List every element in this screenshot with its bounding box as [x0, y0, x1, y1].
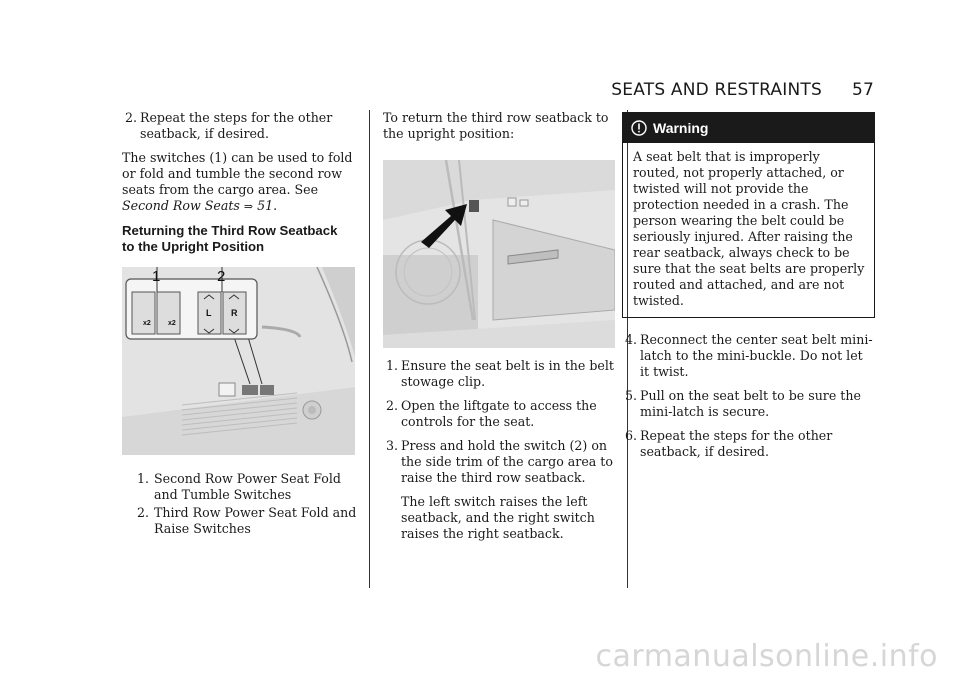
list-item: 3. Press and hold the switch (2) on the side trim of the cargo area to raise the third row seatback. The left switch raises the left seatback, and the right switch raises the right seatback.	[383, 438, 615, 542]
cargo-illustration	[383, 160, 615, 348]
step-list	[383, 358, 615, 542]
second-row-seats-link[interactable]: Second Row Seats	[122, 198, 240, 213]
callout-1: 1	[152, 268, 161, 285]
step-note: The left switch raises the left seatback, and the right switch raises the right seatback.	[401, 494, 595, 541]
intro-paragraph: To return the third row seatback to the upright position:	[383, 110, 609, 141]
watermark: carmanualsonline.info	[595, 639, 938, 674]
switch-illustration	[122, 267, 355, 455]
list-item: 1. Ensure the seat belt is in the belt stowage clip.	[386, 358, 614, 389]
page-reference-icon: ⇒	[243, 200, 254, 213]
list-item: 1. Second Row Power Seat Fold and Tumble Switches	[137, 471, 341, 502]
right-switch-label: R	[231, 308, 238, 318]
left-switch-label: L	[206, 308, 212, 318]
x2-label: x2	[168, 320, 176, 327]
warning-icon	[631, 120, 647, 136]
caption-list	[122, 471, 357, 537]
column-divider	[369, 110, 370, 588]
section-title: SEATS AND RESTRAINTS	[611, 80, 822, 100]
column-3	[622, 110, 875, 468]
list-item: 2. Third Row Power Seat Fold and Raise Switches	[137, 505, 357, 536]
seat-switch-figure	[383, 160, 615, 348]
warning-box	[622, 112, 875, 318]
switch-location-figure	[122, 267, 355, 455]
page-reference-number[interactable]: 51	[257, 198, 274, 213]
warning-body	[623, 143, 874, 317]
list-item: 4. Reconnect the center seat belt mini-latch to the mini-buckle. Do not let it twist.	[625, 332, 873, 379]
x2-label: x2	[143, 320, 151, 327]
switches-paragraph: The switches (1) can be used to fold or fold and tumble the second row seats from the cargo area. See Second Row Seats ⇒ 51.	[122, 150, 353, 213]
list-item: 5. Pull on the seat belt to be sure the mini-latch is secure.	[625, 388, 861, 419]
step-list-final	[622, 332, 875, 460]
page-header	[611, 80, 874, 100]
section-heading: Returning the Third Row Seatback to the Upright Position	[122, 223, 338, 254]
warning-title: Warning	[653, 120, 709, 136]
warning-header	[623, 113, 874, 143]
column-1	[122, 110, 357, 545]
column-2	[383, 110, 615, 550]
step-list-continued	[122, 110, 357, 142]
page-number: 57	[851, 80, 874, 100]
list-item: 2. Repeat the steps for the other seatback, if desired.	[125, 110, 333, 141]
list-item: 2. Open the liftgate to access the controls for the seat.	[386, 398, 597, 429]
callout-2: 2	[217, 268, 226, 285]
warning-text: A seat belt that is improperly routed, not properly attached, or twisted will not provide the protection needed in a crash. The person wearing the belt could be seriously injured. After raising the rear seatback, always check to be sure that the seat belts are properly routed and attached, and are not twisted.	[633, 149, 865, 308]
list-item: 6. Repeat the steps for the other seatback, if desired.	[625, 428, 833, 459]
